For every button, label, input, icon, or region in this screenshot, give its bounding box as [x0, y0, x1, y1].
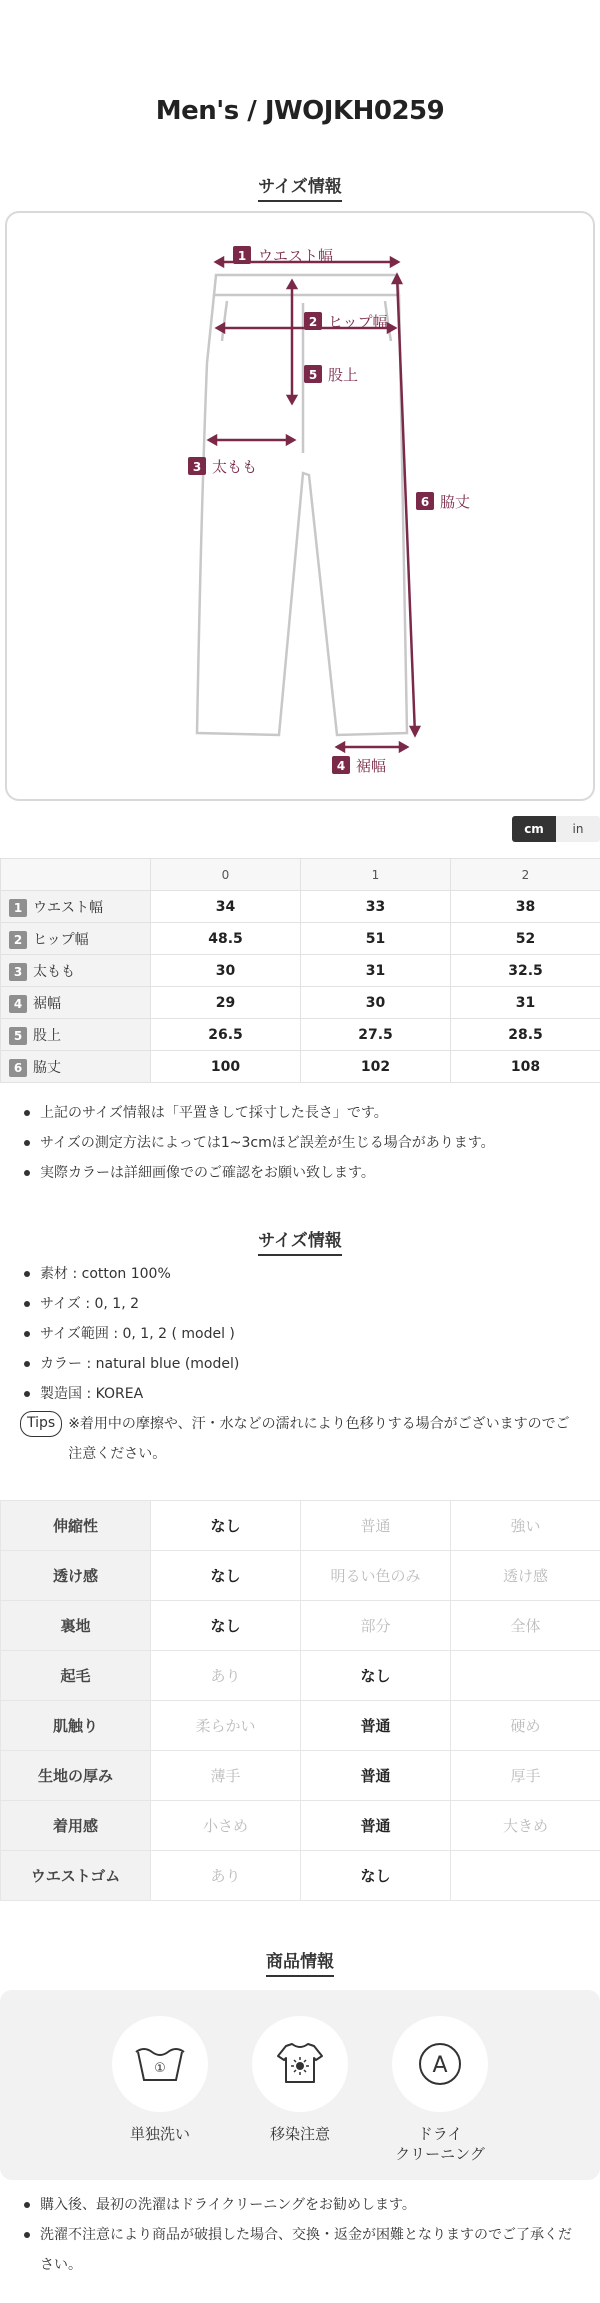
- size-value-cell: 30: [151, 955, 301, 987]
- size-row-label: [1, 1019, 151, 1051]
- fabric-option-cell: なし: [301, 1651, 451, 1701]
- length-number-label: 6: [420, 495, 430, 509]
- size-column-header: 2: [451, 859, 600, 891]
- fabric-option-cell: 普通: [301, 1801, 451, 1851]
- product-info-list: [20, 1259, 580, 1409]
- fabric-option-cell: 柔らかい: [151, 1701, 301, 1751]
- product-section-title: 商品情報: [266, 1947, 334, 1977]
- fabric-option-cell: なし: [301, 1851, 451, 1901]
- dry-clean-icon: [392, 2016, 488, 2112]
- table-row: [1, 1801, 600, 1851]
- fabric-option-cell: [451, 1651, 600, 1701]
- product-title: Men's / JWOJKH0259: [155, 96, 445, 126]
- dry-clean-symbol: A: [432, 2053, 448, 2078]
- hem-number-label: 4: [336, 759, 346, 773]
- unit-toggle: [512, 816, 600, 842]
- rise-number-label: 5: [308, 368, 318, 382]
- list-item: 洗濯不注意により商品が破損した場合、交換・返金が困難となりますのでご了承ください。: [20, 2220, 580, 2280]
- size-row-label: [1, 987, 151, 1019]
- care-item-color-transfer: [250, 2016, 350, 2144]
- color-transfer-icon: [252, 2016, 348, 2112]
- pants-measurement-diagram: [5, 211, 595, 801]
- care-item-hand-wash: [110, 2016, 210, 2144]
- fabric-attribute-label: 肌触り: [1, 1701, 151, 1751]
- size-value-cell: 26.5: [151, 1019, 301, 1051]
- table-row: [1, 1651, 600, 1701]
- table-row: [1, 1551, 600, 1601]
- size-value-cell: 29: [151, 987, 301, 1019]
- tips-note: [20, 1409, 580, 1469]
- size-row-label: [1, 923, 151, 955]
- size-value-cell: 108: [451, 1051, 600, 1083]
- fabric-option-cell: あり: [151, 1651, 301, 1701]
- hand-wash-symbol: ①: [154, 2061, 166, 2076]
- row-number-badge: 4: [9, 995, 27, 1013]
- size-row-label: [1, 1051, 151, 1083]
- size-row-label: [1, 955, 151, 987]
- product-section-heading: [0, 1947, 600, 1977]
- size-value-cell: 102: [301, 1051, 451, 1083]
- list-item: 製造国 : KOREA: [20, 1379, 580, 1409]
- fabric-option-cell: [451, 1851, 600, 1901]
- table-row: [1, 1019, 600, 1051]
- list-item: サイズ範囲 : 0, 1, 2 ( model ): [20, 1319, 580, 1349]
- list-item: カラー : natural blue (model): [20, 1349, 580, 1379]
- fabric-attribute-label: 裏地: [1, 1601, 151, 1651]
- row-number-badge: 2: [9, 931, 27, 949]
- row-label-text: ヒップ幅: [33, 931, 89, 948]
- care-item-dry-clean: [390, 2016, 490, 2164]
- info-section-heading: [0, 1226, 600, 1256]
- table-row: [1, 1501, 600, 1551]
- care-label: ドライ クリーニング: [395, 2125, 485, 2163]
- table-row: [1, 1751, 600, 1801]
- pants-outline-icon: [197, 275, 407, 735]
- size-value-cell: 28.5: [451, 1019, 600, 1051]
- fabric-option-cell: 部分: [301, 1601, 451, 1651]
- table-row: [1, 955, 600, 987]
- fabric-attribute-label: 起毛: [1, 1651, 151, 1701]
- fabric-attribute-label: 生地の厚み: [1, 1751, 151, 1801]
- hip-number-label: 2: [308, 315, 318, 329]
- care-instructions-panel: [0, 1990, 600, 2180]
- size-table-header: [1, 859, 600, 891]
- fabric-option-cell: 厚手: [451, 1751, 600, 1801]
- fabric-feel-table: [0, 1500, 600, 1901]
- unit-cm-button[interactable]: cm: [512, 816, 556, 842]
- size-value-cell: 32.5: [451, 955, 600, 987]
- fabric-attribute-label: 伸縮性: [1, 1501, 151, 1551]
- fabric-attribute-label: 透け感: [1, 1551, 151, 1601]
- fabric-option-cell: 普通: [301, 1701, 451, 1751]
- list-item: サイズ : 0, 1, 2: [20, 1289, 580, 1319]
- waist-label: ウエスト幅: [258, 247, 334, 265]
- fabric-attribute-label: 着用感: [1, 1801, 151, 1851]
- fabric-option-cell: 硬め: [451, 1701, 600, 1751]
- fabric-option-cell: 普通: [301, 1501, 451, 1551]
- list-item: 購入後、最初の洗濯はドライクリーニングをお勧めします。: [20, 2190, 580, 2220]
- fabric-option-cell: 明るい色のみ: [301, 1551, 451, 1601]
- table-row: [1, 1701, 600, 1751]
- size-table: [0, 858, 600, 1083]
- size-value-cell: 51: [301, 923, 451, 955]
- fabric-option-cell: 全体: [451, 1601, 600, 1651]
- fabric-attribute-label: ウエストゴム: [1, 1851, 151, 1901]
- list-item: 上記のサイズ情報は「平置きして採寸した長さ」です。: [20, 1098, 580, 1128]
- table-row: [1, 987, 600, 1019]
- row-number-badge: 3: [9, 963, 27, 981]
- rise-label: 股上: [328, 366, 359, 384]
- table-row: [1, 1051, 600, 1083]
- row-label-text: ウエスト幅: [33, 899, 103, 916]
- info-section-title: サイズ情報: [258, 1226, 342, 1256]
- fabric-option-cell: なし: [151, 1551, 301, 1601]
- size-value-cell: 100: [151, 1051, 301, 1083]
- care-label: 単独洗い: [129, 2125, 190, 2143]
- care-label: 移染注意: [269, 2125, 330, 2143]
- size-row-label: [1, 891, 151, 923]
- care-notes-list: [20, 2190, 580, 2280]
- row-label-text: 裾幅: [33, 995, 61, 1012]
- row-number-badge: 6: [9, 1059, 27, 1077]
- row-label-text: 股上: [33, 1027, 61, 1044]
- size-value-cell: 48.5: [151, 923, 301, 955]
- fabric-option-cell: 普通: [301, 1751, 451, 1801]
- fabric-option-cell: あり: [151, 1851, 301, 1901]
- size-value-cell: 31: [451, 987, 600, 1019]
- tips-text: ※着用中の摩擦や、汗・水などの濡れにより色移りする場合がございますのでご注意ください。: [68, 1416, 570, 1462]
- fabric-option-cell: 強い: [451, 1501, 600, 1551]
- size-header-blank: [1, 859, 151, 891]
- hand-wash-icon: [112, 2016, 208, 2112]
- size-value-cell: 30: [301, 987, 451, 1019]
- row-label-text: 太もも: [33, 963, 75, 980]
- fabric-option-cell: 小さめ: [151, 1801, 301, 1851]
- list-item: サイズの測定方法によっては1~3cmほど誤差が生じる場合があります。: [20, 1128, 580, 1158]
- size-value-cell: 38: [451, 891, 600, 923]
- thigh-label: 太もも: [212, 458, 258, 476]
- thigh-number-label: 3: [192, 460, 202, 474]
- size-value-cell: 31: [301, 955, 451, 987]
- waist-number-label: 1: [237, 249, 247, 263]
- size-section-heading: [0, 172, 600, 202]
- fabric-option-cell: なし: [151, 1601, 301, 1651]
- row-label-text: 脇丈: [33, 1059, 61, 1076]
- fabric-option-cell: 薄手: [151, 1751, 301, 1801]
- size-section-title: サイズ情報: [258, 172, 342, 202]
- size-notes-list: [20, 1098, 580, 1188]
- fabric-option-cell: なし: [151, 1501, 301, 1551]
- hem-label: 裾幅: [356, 757, 387, 775]
- fabric-option-cell: 透け感: [451, 1551, 600, 1601]
- hip-label: ヒップ幅: [328, 313, 388, 331]
- list-item: 実際カラーは詳細画像でのご確認をお願い致します。: [20, 1158, 580, 1188]
- table-row: [1, 923, 600, 955]
- size-value-cell: 52: [451, 923, 600, 955]
- size-value-cell: 27.5: [301, 1019, 451, 1051]
- size-value-cell: 33: [301, 891, 451, 923]
- table-row: [1, 1851, 600, 1901]
- row-number-badge: 1: [9, 899, 27, 917]
- row-number-badge: 5: [9, 1027, 27, 1045]
- list-item: 素材 : cotton 100%: [20, 1259, 580, 1289]
- size-column-header: 1: [301, 859, 451, 891]
- fabric-option-cell: 大きめ: [451, 1801, 600, 1851]
- table-row: [1, 1601, 600, 1651]
- size-value-cell: 34: [151, 891, 301, 923]
- unit-in-button[interactable]: in: [556, 816, 600, 842]
- size-column-header: 0: [151, 859, 301, 891]
- table-row: [1, 891, 600, 923]
- length-label: 脇丈: [440, 493, 471, 511]
- tips-badge: Tips: [20, 1411, 62, 1437]
